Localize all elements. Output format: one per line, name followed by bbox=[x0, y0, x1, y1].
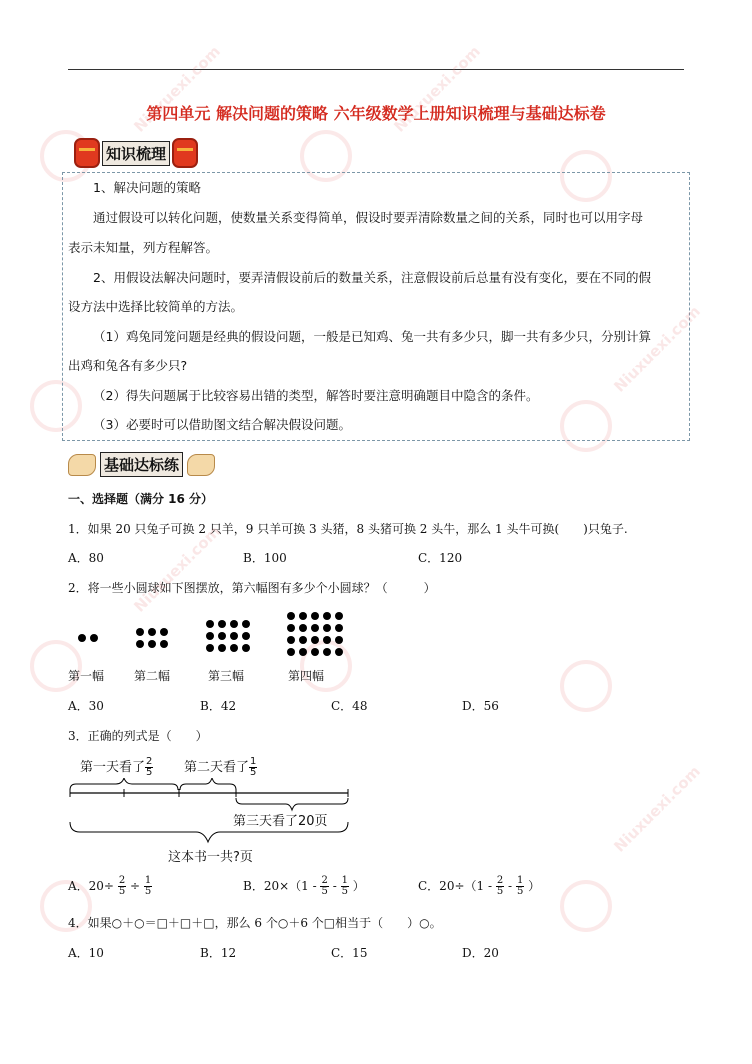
day1-fraction bbox=[145, 757, 153, 778]
knowledge-line: 设方法中选择比较简单的方法。 bbox=[68, 299, 244, 314]
knowledge-line: （1）鸡兔同笼问题是经典的假设问题，一般是已知鸡、兔一共有多少只，脚一共有多少只，分别计算 bbox=[93, 329, 651, 344]
q3-c-prefix: C．20÷（1 - bbox=[418, 879, 493, 893]
knowledge-line: 2、用假设法解决问题时，要弄清假设前后的数量关系，注意假设前后总量有没有变化，要在不同的假 bbox=[93, 270, 651, 285]
ball bbox=[78, 634, 86, 642]
watermark-text: Niuxuexi.com bbox=[130, 522, 224, 616]
ball bbox=[218, 644, 226, 652]
figure-4-caption: 第四幅 bbox=[288, 669, 325, 683]
q4-option-c: C．15 bbox=[331, 946, 368, 960]
lantern-icon bbox=[172, 138, 198, 168]
frac bbox=[496, 876, 504, 897]
frac-den: 5 bbox=[516, 886, 524, 897]
ball bbox=[148, 640, 156, 648]
practice-heading bbox=[68, 452, 215, 477]
q4-option-a: A．10 bbox=[68, 946, 104, 960]
ball bbox=[323, 624, 331, 632]
frac-num: 1 bbox=[516, 875, 524, 886]
figure-3-caption: 第三幅 bbox=[208, 669, 245, 683]
q2-option-b: B．42 bbox=[200, 699, 237, 713]
ball bbox=[299, 648, 307, 656]
day3-label: 第三天看了20页 bbox=[233, 814, 328, 829]
watermark-text: Niuxuexi.com bbox=[390, 42, 484, 136]
q1-option-b: B．100 bbox=[243, 551, 287, 565]
ball bbox=[287, 624, 295, 632]
lantern-icon bbox=[74, 138, 100, 168]
ball bbox=[206, 632, 214, 640]
frac-num: 2 bbox=[496, 875, 504, 886]
frac bbox=[516, 876, 524, 897]
ball bbox=[335, 648, 343, 656]
day1-frac-den: 5 bbox=[146, 767, 153, 778]
question-1: 1．如果 20 只兔子可换 2 只羊，9 只羊可换 3 头猪，8 头猪可换 2 头牛，那么 1 头牛可换( )只兔子. bbox=[68, 522, 628, 536]
ball bbox=[242, 632, 250, 640]
q3-b-suffix: ） bbox=[352, 879, 365, 893]
total-label: 这本书一共?页 bbox=[168, 850, 253, 865]
frac-den: 5 bbox=[496, 886, 504, 897]
ball bbox=[311, 636, 319, 644]
watermark-text: Niuxuexi.com bbox=[130, 42, 224, 136]
knowledge-line: 1、解决问题的策略 bbox=[93, 180, 201, 195]
q4-option-d: D．20 bbox=[462, 946, 499, 960]
frac-den: 5 bbox=[321, 886, 328, 897]
ball bbox=[206, 644, 214, 652]
frac bbox=[144, 876, 152, 897]
ball bbox=[287, 636, 295, 644]
day1-text: 第一天看了 bbox=[80, 760, 146, 775]
figure-2-caption: 第二幅 bbox=[134, 669, 171, 683]
knowledge-heading bbox=[74, 138, 198, 168]
frac-den: 5 bbox=[144, 886, 152, 897]
day1-frac-num: 2 bbox=[146, 756, 153, 767]
ball bbox=[323, 612, 331, 620]
ball bbox=[206, 620, 214, 628]
day2-label bbox=[184, 756, 257, 778]
q3-option-a bbox=[68, 876, 152, 897]
q1-option-a: A．80 bbox=[68, 551, 104, 565]
q1-option-c: C．120 bbox=[418, 551, 463, 565]
ball bbox=[230, 644, 238, 652]
day3-brace bbox=[236, 798, 348, 810]
q3-b-prefix: B．20×（1 - bbox=[243, 879, 317, 893]
ball bbox=[230, 620, 238, 628]
q3-b-minus: - bbox=[332, 879, 337, 893]
day2-fraction bbox=[249, 757, 257, 778]
knowledge-line: 出鸡和兔各有多少只? bbox=[68, 358, 188, 373]
ball bbox=[323, 648, 331, 656]
q3-c-minus: - bbox=[508, 879, 513, 893]
day2-frac-den: 5 bbox=[250, 767, 257, 778]
ball bbox=[287, 648, 295, 656]
q2-option-a: A．30 bbox=[68, 699, 104, 713]
knowledge-heading-label: 知识梳理 bbox=[102, 141, 170, 166]
ball bbox=[242, 620, 250, 628]
practice-heading-label: 基础达标练 bbox=[100, 452, 183, 477]
ball bbox=[136, 640, 144, 648]
watermark-text: Niuxuexi.com bbox=[610, 302, 704, 396]
frac-num: 1 bbox=[144, 875, 152, 886]
figure-1-caption: 第一幅 bbox=[68, 669, 105, 683]
knowledge-line: 通过假设可以转化问题，使数量关系变得简单，假设时要弄清除数量之间的关系，同时也可以用字母 bbox=[93, 210, 644, 225]
ball bbox=[311, 648, 319, 656]
ball bbox=[218, 620, 226, 628]
q3-option-b bbox=[243, 876, 365, 897]
pencil-hand-icon bbox=[68, 454, 96, 476]
day1-brace bbox=[70, 778, 178, 790]
ball bbox=[218, 632, 226, 640]
pencil-hand-icon bbox=[187, 454, 215, 476]
watermark-logo bbox=[560, 880, 612, 932]
q3-c-suffix: ） bbox=[528, 879, 541, 893]
ball bbox=[311, 612, 319, 620]
ball bbox=[230, 632, 238, 640]
knowledge-line: （3）必要时可以借助图文结合解决假设问题。 bbox=[93, 417, 351, 432]
frac-num: 2 bbox=[321, 875, 328, 886]
q3-a-prefix: A．20÷ bbox=[68, 879, 114, 893]
frac bbox=[320, 876, 328, 897]
watermark-text: Niuxuexi.com bbox=[610, 762, 704, 856]
knowledge-line: 表示未知量，列方程解答。 bbox=[68, 240, 219, 255]
ball bbox=[335, 636, 343, 644]
ball bbox=[136, 628, 144, 636]
frac bbox=[118, 876, 126, 897]
ball bbox=[287, 612, 295, 620]
ball bbox=[335, 624, 343, 632]
ball bbox=[323, 636, 331, 644]
ball bbox=[160, 640, 168, 648]
knowledge-line: （2）得失问题属于比较容易出错的类型，解答时要注意明确题目中隐含的条件。 bbox=[93, 388, 539, 403]
q3-a-op: ÷ bbox=[130, 879, 141, 893]
watermark-logo bbox=[560, 660, 612, 712]
day2-brace bbox=[180, 778, 236, 790]
section-title: 一、选择题（满分 16 分） bbox=[68, 492, 214, 506]
frac bbox=[341, 876, 349, 897]
ball bbox=[311, 624, 319, 632]
ball bbox=[299, 636, 307, 644]
frac-den: 5 bbox=[341, 886, 348, 897]
header-rule bbox=[68, 69, 684, 70]
question-2: 2．将一些小圆球如下图摆放，第六幅图有多少个小圆球？（ ） bbox=[68, 581, 436, 595]
watermark-logo bbox=[30, 640, 82, 692]
ball bbox=[242, 644, 250, 652]
ball bbox=[160, 628, 168, 636]
ball bbox=[335, 612, 343, 620]
frac-num: 1 bbox=[341, 875, 348, 886]
ball bbox=[148, 628, 156, 636]
day2-frac-num: 1 bbox=[250, 756, 257, 767]
question-3: 3．正确的列式是（ ） bbox=[68, 729, 208, 743]
page-title: 第四单元 解决问题的策略 六年级数学上册知识梳理与基础达标卷 bbox=[146, 104, 606, 123]
ball bbox=[299, 624, 307, 632]
q2-option-c: C．48 bbox=[331, 699, 368, 713]
ball bbox=[90, 634, 98, 642]
frac-num: 2 bbox=[118, 875, 126, 886]
q3-option-c bbox=[418, 876, 540, 897]
q4-option-b: B．12 bbox=[200, 946, 237, 960]
question-4: 4．如果○＋○＝□＋□＋□，那么 6 个○＋6 个□相当于（ ）○。 bbox=[68, 916, 442, 930]
q2-option-d: D．56 bbox=[462, 699, 499, 713]
day1-label bbox=[80, 756, 153, 778]
ball bbox=[299, 612, 307, 620]
day2-text: 第二天看了 bbox=[184, 760, 250, 775]
frac-den: 5 bbox=[118, 886, 126, 897]
